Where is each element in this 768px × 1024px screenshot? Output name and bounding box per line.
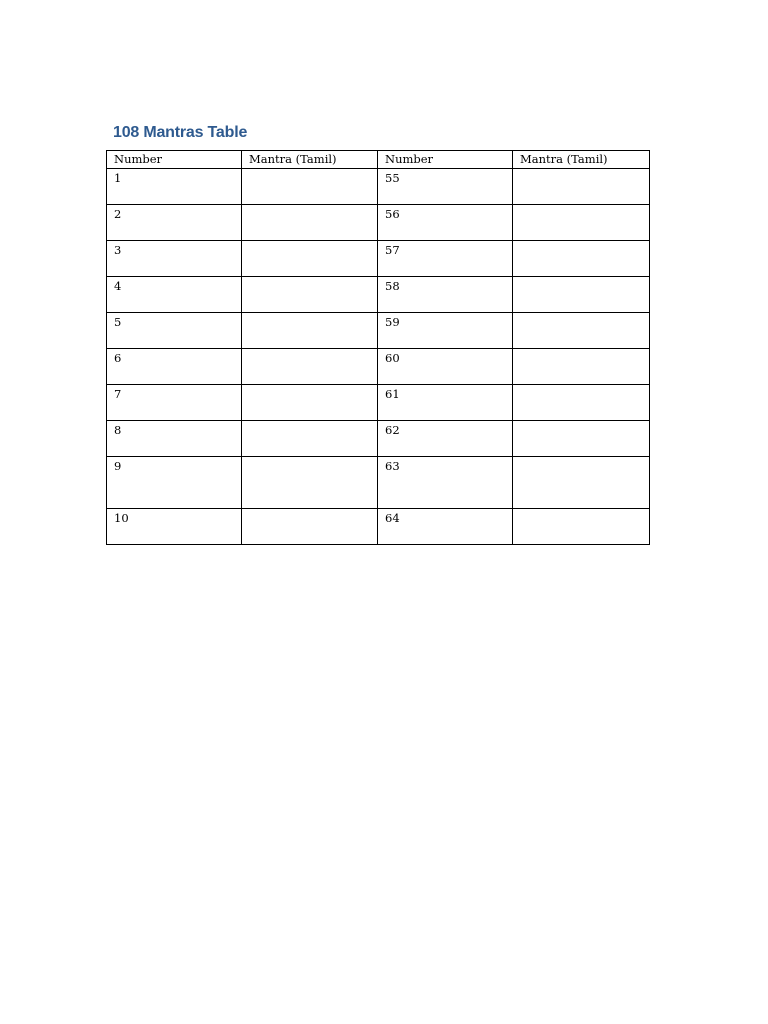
column-header-number: Number	[378, 151, 513, 169]
table-row	[107, 205, 650, 241]
number-cell: 63	[378, 457, 513, 509]
number-cell: 1	[107, 169, 242, 205]
mantra-cell	[242, 457, 378, 509]
mantra-cell	[242, 313, 378, 349]
number-cell: 55	[378, 169, 513, 205]
mantra-cell	[242, 205, 378, 241]
column-header-number: Number	[107, 151, 242, 169]
mantra-cell	[513, 241, 650, 277]
table-row	[107, 313, 650, 349]
mantra-cell	[242, 277, 378, 313]
mantra-cell	[513, 277, 650, 313]
mantra-cell	[242, 509, 378, 545]
table-row	[107, 277, 650, 313]
table-row	[107, 349, 650, 385]
number-cell: 4	[107, 277, 242, 313]
number-cell: 8	[107, 421, 242, 457]
number-cell: 59	[378, 313, 513, 349]
mantra-cell	[513, 169, 650, 205]
number-cell: 61	[378, 385, 513, 421]
mantras-table	[106, 150, 650, 545]
number-cell: 56	[378, 205, 513, 241]
mantra-cell	[513, 421, 650, 457]
table-row	[107, 241, 650, 277]
mantra-cell	[513, 509, 650, 545]
table-row	[107, 421, 650, 457]
mantra-cell	[513, 313, 650, 349]
number-cell: 57	[378, 241, 513, 277]
number-cell: 62	[378, 421, 513, 457]
mantra-cell	[242, 421, 378, 457]
number-cell: 2	[107, 205, 242, 241]
mantra-cell	[513, 385, 650, 421]
table-row	[107, 385, 650, 421]
number-cell: 60	[378, 349, 513, 385]
table-header-row	[107, 151, 650, 169]
mantra-cell	[513, 349, 650, 385]
mantra-cell	[242, 241, 378, 277]
column-header-mantra: Mantra (Tamil)	[242, 151, 378, 169]
number-cell: 3	[107, 241, 242, 277]
number-cell: 6	[107, 349, 242, 385]
number-cell: 10	[107, 509, 242, 545]
mantra-cell	[242, 349, 378, 385]
mantra-cell	[513, 457, 650, 509]
number-cell: 64	[378, 509, 513, 545]
mantra-cell	[513, 205, 650, 241]
mantra-cell	[242, 385, 378, 421]
column-header-mantra: Mantra (Tamil)	[513, 151, 650, 169]
number-cell: 5	[107, 313, 242, 349]
number-cell: 58	[378, 277, 513, 313]
page-title: 108 Mantras Table	[113, 124, 248, 141]
table-row	[107, 457, 650, 509]
mantra-cell	[242, 169, 378, 205]
number-cell: 9	[107, 457, 242, 509]
table-row	[107, 169, 650, 205]
table-row	[107, 509, 650, 545]
number-cell: 7	[107, 385, 242, 421]
